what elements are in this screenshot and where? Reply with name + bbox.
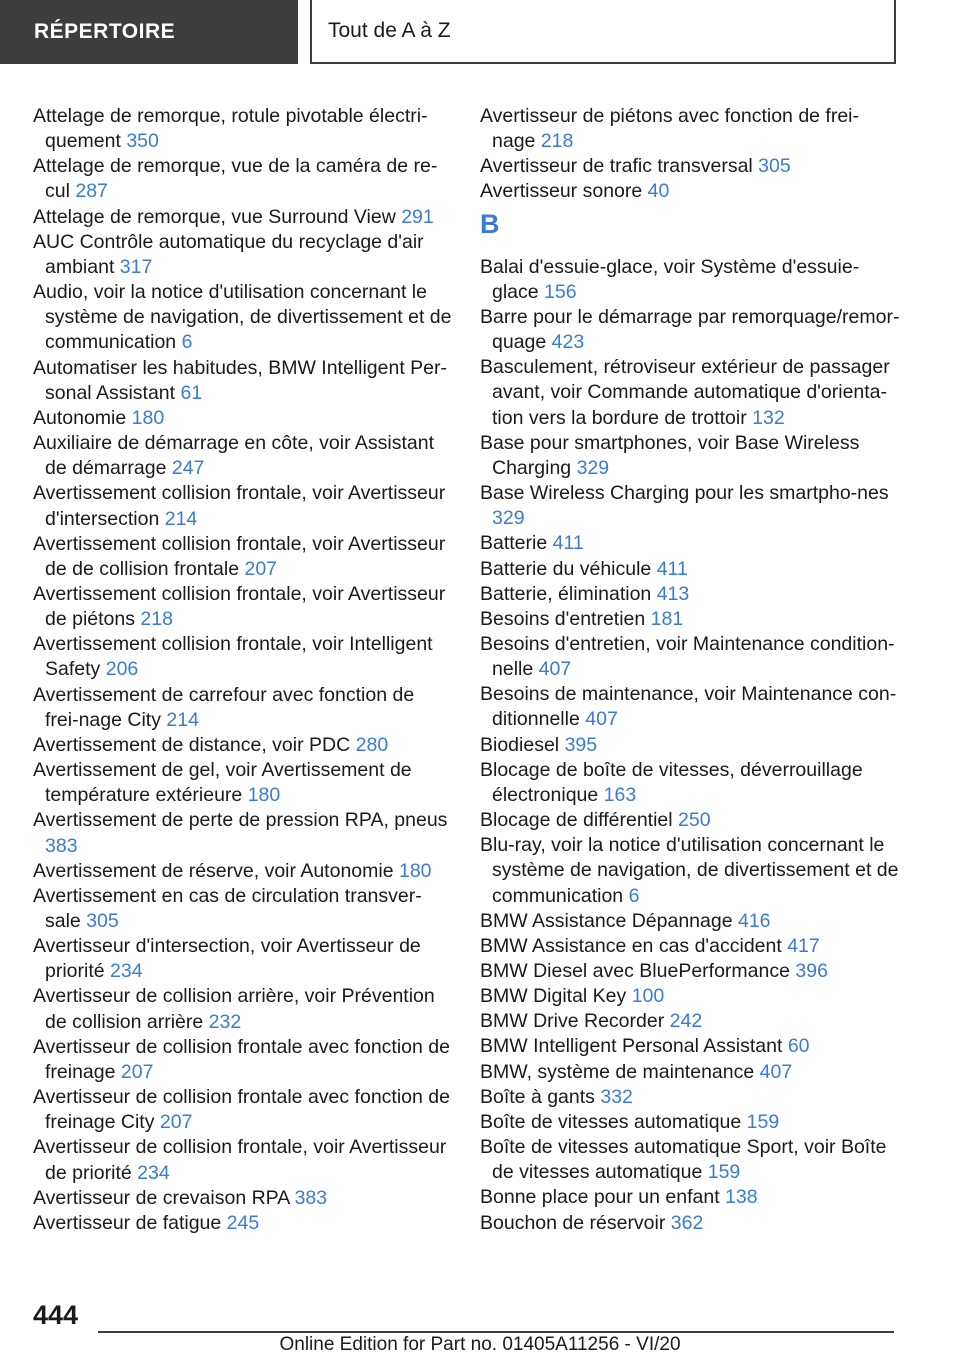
- entry-text: Avertisseur de collision arrière, voir Prévention de collision arrière: [33, 985, 435, 1033]
- page-link[interactable]: 329: [492, 507, 525, 530]
- entry-text: Batterie du véhicule: [480, 557, 652, 580]
- page-link[interactable]: 317: [119, 255, 153, 278]
- edition-footer: Online Edition for Part no. 01405A11256 - VI/20: [279, 1334, 681, 1355]
- index-entry: [33, 154, 453, 204]
- entry-text: Blu-ray, voir la notice d'utilisation concernant le système de navigation, de divertissement et de communication: [480, 834, 899, 907]
- page-link[interactable]: 383: [45, 834, 78, 857]
- page-link[interactable]: 234: [110, 960, 143, 983]
- index-entry: [480, 154, 900, 179]
- footer-divider: [98, 1331, 894, 1333]
- page-link[interactable]: 214: [166, 708, 199, 731]
- page-link[interactable]: 234: [137, 1161, 170, 1184]
- index-entry: [33, 230, 453, 280]
- entry-text: Avertissement collision frontale, voir Avertisseur de de collision frontale: [33, 532, 446, 580]
- entry-text: Batterie, élimination: [480, 582, 652, 605]
- page-link[interactable]: 242: [669, 1010, 703, 1033]
- entry-text: Avertisseur de piétons avec fonction de frei-nage: [480, 105, 860, 153]
- subsection-tab: Tout de A à Z: [310, 0, 896, 64]
- entry-text: BMW Assistance Dépannage: [480, 909, 733, 932]
- page-link[interactable]: 60: [787, 1035, 810, 1058]
- page-link[interactable]: 396: [795, 960, 828, 982]
- page-link[interactable]: 207: [159, 1111, 193, 1134]
- page-link[interactable]: 207: [244, 557, 278, 580]
- entry-text: Besoins d'entretien: [480, 607, 646, 630]
- entry-text: BMW Intelligent Personal Assistant: [480, 1035, 783, 1058]
- entry-text: Avertissement de distance, voir PDC: [33, 733, 351, 756]
- entry-text: Base pour smartphones, voir Base Wireless Charging: [480, 431, 860, 479]
- page-link[interactable]: 411: [656, 557, 688, 580]
- page-link[interactable]: 329: [576, 456, 610, 479]
- index-entry: [33, 481, 453, 531]
- page-link[interactable]: 332: [600, 1085, 633, 1108]
- index-entry: [33, 104, 453, 154]
- index-entry: [33, 632, 453, 682]
- index-group-b: [480, 255, 900, 1236]
- index-letter-heading: B: [480, 208, 500, 239]
- entry-text: Boîte de vitesses automatique: [480, 1110, 742, 1133]
- page-link[interactable]: 180: [131, 406, 165, 429]
- page-link[interactable]: 159: [746, 1110, 780, 1133]
- entry-text: Avertisseur sonore: [480, 180, 643, 203]
- entry-text: Avertissement collision frontale, voir Avertisseur d'intersection: [33, 482, 446, 530]
- entry-text: Blocage de boîte de vitesses, déverrouillage électronique: [480, 758, 863, 806]
- index-entry: [480, 582, 900, 607]
- page-link[interactable]: 362: [670, 1211, 704, 1234]
- page-link[interactable]: 218: [140, 608, 173, 631]
- index-entry: [480, 758, 900, 808]
- index-entry: [480, 255, 900, 305]
- index-group-a-continued: [480, 104, 900, 205]
- index-entry: [33, 280, 453, 355]
- entry-text: Avertissement collision frontale, voir Avertisseur de piétons: [33, 582, 446, 631]
- index-entry: [480, 355, 900, 430]
- index-entry: [480, 104, 900, 154]
- index-entry: [33, 356, 453, 406]
- page-link[interactable]: 280: [355, 733, 389, 756]
- page-link[interactable]: 245: [226, 1211, 260, 1234]
- entry-text: Avertisseur de collision frontale avec fonction de freinage: [33, 1035, 450, 1083]
- index-entry: [33, 532, 453, 582]
- page-link[interactable]: 218: [540, 130, 574, 153]
- index-entry: [33, 683, 453, 733]
- page-link[interactable]: 407: [585, 708, 618, 731]
- index-entry: [480, 431, 900, 481]
- page-link[interactable]: 207: [120, 1060, 154, 1083]
- entry-text: Avertissement de carrefour avec fonction de frei-nage City: [33, 683, 415, 731]
- page-link[interactable]: 159: [707, 1161, 741, 1184]
- entry-text: BMW, système de maintenance: [480, 1060, 755, 1083]
- entry-text: Boîte de vitesses automatique Sport, voir Boîte de vitesses automatique: [480, 1136, 887, 1184]
- page-link[interactable]: 411: [552, 532, 584, 555]
- entry-text: Basculement, rétroviseur extérieur de passager avant, voir Commande automatique d'orienta-tion vers la bordure de trottoir: [480, 356, 890, 429]
- section-tab: RÉPERTOIRE: [0, 0, 298, 64]
- entry-text: Avertisseur de trafic transversal: [480, 155, 753, 178]
- entry-text: Bonne place pour un enfant: [480, 1186, 720, 1209]
- entry-text: Besoins de maintenance, voir Maintenance con-ditionnelle: [480, 683, 897, 731]
- index-entry: [480, 934, 900, 959]
- entry-text: Avertissement collision frontale, voir Intelligent Safety: [33, 633, 433, 681]
- index-entry: [33, 733, 453, 758]
- page-link[interactable]: 305: [758, 155, 791, 178]
- page-link[interactable]: 413: [656, 582, 690, 605]
- entry-text: Besoins d'entretien, voir Maintenance condition-nelle: [480, 632, 895, 681]
- index-entry: [33, 1211, 453, 1236]
- page-link[interactable]: 156: [544, 280, 577, 303]
- page-link[interactable]: 40: [647, 180, 670, 203]
- index-entry: [33, 1085, 453, 1135]
- page-link[interactable]: 350: [126, 130, 159, 153]
- entry-text: Auxiliaire de démarrage en côte, voir Assistant de démarrage: [33, 432, 435, 480]
- index-entry: [33, 1035, 453, 1085]
- index-entry: [480, 1211, 900, 1236]
- index-entry: [33, 859, 453, 884]
- page-link[interactable]: 100: [631, 985, 665, 1008]
- index-entry: [33, 808, 453, 858]
- entry-text: Audio, voir la notice d'utilisation concernant le système de navigation, de divertissement et de communication: [33, 281, 452, 354]
- entry-text: Automatiser les habitudes, BMW Intelligent Per-sonal Assistant: [33, 356, 448, 404]
- index-entry: [480, 1135, 900, 1185]
- index-entry: [480, 682, 900, 732]
- page-link[interactable]: 287: [75, 180, 108, 203]
- entry-text: Batterie: [480, 532, 548, 555]
- index-entry: [33, 431, 453, 481]
- page-link[interactable]: 407: [759, 1060, 793, 1083]
- entry-text: Avertissement de réserve, voir Autonomie: [33, 859, 394, 882]
- index-entry: [480, 808, 900, 833]
- index-entry: [480, 1009, 900, 1034]
- entry-text: Avertisseur de collision frontale, voir Avertisseur de priorité: [33, 1136, 447, 1184]
- entry-text: Attelage de remorque, vue de la caméra de re-cul: [33, 155, 438, 203]
- entry-text: Autonomie: [33, 406, 127, 429]
- page-link[interactable]: 214: [164, 507, 198, 530]
- index-entry: [480, 1110, 900, 1135]
- index-entry: [33, 884, 453, 934]
- page-link[interactable]: 395: [564, 733, 598, 756]
- page-link[interactable]: 206: [105, 658, 139, 681]
- page-link[interactable]: 180: [247, 784, 281, 807]
- entry-text: BMW Digital Key: [480, 985, 627, 1008]
- page-link[interactable]: 163: [603, 783, 637, 806]
- entry-text: BMW Drive Recorder: [480, 1010, 665, 1033]
- index-entry: [33, 758, 453, 808]
- entry-text: Base Wireless Charging pour les smartpho-nes: [480, 482, 889, 505]
- index-entry: [33, 1186, 453, 1211]
- entry-text: Blocage de différentiel: [480, 809, 673, 832]
- page-link[interactable]: 291: [401, 205, 434, 228]
- page-link[interactable]: 6: [181, 331, 193, 354]
- index-entry: [33, 1135, 453, 1185]
- page-number: 444: [33, 1300, 79, 1330]
- page-link[interactable]: 407: [538, 658, 572, 681]
- entry-text: BMW Assistance en cas d'accident: [480, 934, 782, 957]
- index-entry: [480, 607, 900, 632]
- page-header: [0, 0, 960, 66]
- entry-text: Balai d'essuie-glace, voir Système d'essuie-glace: [480, 255, 860, 303]
- index-entry: [33, 205, 453, 230]
- page-link[interactable]: 61: [180, 381, 203, 404]
- page-link[interactable]: 132: [752, 406, 785, 429]
- index-entry: [480, 959, 900, 984]
- index-entry: [480, 481, 900, 531]
- entry-text: Barre pour le démarrage par remorquage/remor-quage: [480, 305, 900, 354]
- page-link[interactable]: 232: [208, 1010, 242, 1033]
- entry-text: BMW Diesel avec BluePerformance: [480, 960, 790, 982]
- entry-text: Biodiesel: [480, 733, 560, 756]
- entry-text: Avertissement de gel, voir Avertissement de température extérieure: [33, 759, 412, 807]
- page-link[interactable]: 6: [628, 884, 640, 907]
- entry-text: Avertisseur de collision frontale avec fonction de freinage City: [33, 1086, 450, 1134]
- index-entry: [480, 984, 900, 1009]
- index-entry: [480, 833, 900, 908]
- page-link[interactable]: 138: [725, 1186, 758, 1209]
- entry-text: Avertissement en cas de circulation transver-sale: [33, 884, 422, 932]
- index-entry: [33, 934, 453, 984]
- page-link[interactable]: 383: [294, 1186, 328, 1209]
- page-link[interactable]: 416: [737, 909, 771, 932]
- index-entry: [480, 632, 900, 682]
- entry-text: Bouchon de réservoir: [480, 1211, 666, 1234]
- index-entry: [480, 733, 900, 758]
- index-column-right: [480, 104, 900, 1236]
- entry-text: Avertissement de perte de pression RPA, pneus: [33, 809, 448, 832]
- entry-text: Boîte à gants: [480, 1085, 595, 1108]
- index-entry: [480, 1085, 900, 1110]
- entry-text: Avertisseur de crevaison RPA: [33, 1186, 290, 1209]
- index-entry: [33, 406, 453, 431]
- index-entry: [480, 909, 900, 934]
- page-link[interactable]: 423: [551, 331, 585, 354]
- index-column-left: [33, 104, 453, 1236]
- entry-text: Avertisseur de fatigue: [33, 1211, 222, 1234]
- entry-text: AUC Contrôle automatique du recyclage d'air ambiant: [33, 230, 424, 278]
- entry-text: Avertisseur d'intersection, voir Avertisseur de priorité: [33, 935, 421, 983]
- index-entry: [480, 179, 900, 204]
- page-link[interactable]: 417: [787, 934, 820, 957]
- page-link[interactable]: 305: [86, 910, 119, 932]
- index-entry: [33, 582, 453, 632]
- index-entry: [480, 531, 900, 556]
- page-link[interactable]: 181: [650, 607, 684, 630]
- index-entry: [480, 1185, 900, 1210]
- page-link[interactable]: 180: [398, 859, 432, 882]
- index-entry: [480, 1060, 900, 1085]
- index-entry: [480, 1034, 900, 1059]
- page-link[interactable]: 247: [171, 457, 205, 480]
- entry-text: Attelage de remorque, rotule pivotable électri-quement: [33, 105, 428, 153]
- index-entry: [33, 984, 453, 1034]
- entry-text: Attelage de remorque, vue Surround View: [33, 205, 396, 228]
- index-entry: [480, 305, 900, 355]
- page-link[interactable]: 250: [678, 809, 711, 832]
- index-entry: [480, 557, 900, 582]
